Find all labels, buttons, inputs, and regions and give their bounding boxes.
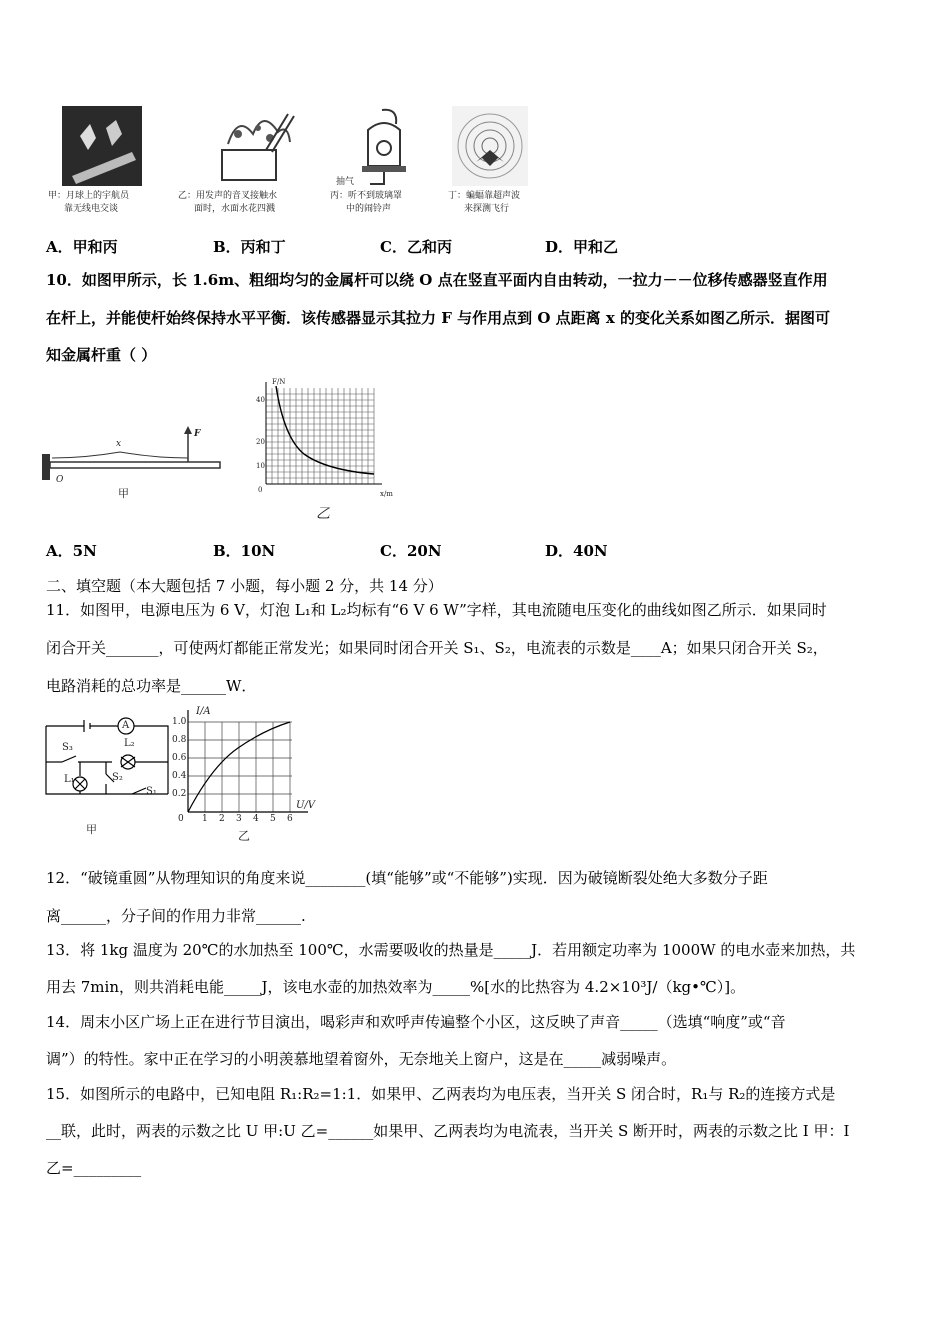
- q11-s1-label: S₁: [146, 786, 157, 797]
- q10-graph-y-tick-0: 0: [258, 486, 263, 494]
- q10-figure-graph: [254, 378, 394, 498]
- q10-text-line1: 10．如图甲所示，长 1.6m、粗细均匀的金属杆可以绕 O 点在竖直平面内自由转动，一拉力－－位移传感器竖直作用: [46, 271, 828, 289]
- q10-graph-caption: 乙: [316, 506, 330, 522]
- q11-graph-y-tick-2: 0.8: [172, 735, 187, 745]
- q11-graph-x-tick-2: 2: [219, 814, 225, 824]
- q11-graph-caption: 乙: [238, 829, 251, 843]
- q9-image-ding: [452, 106, 528, 186]
- q10-graph-x-axis: x/m: [380, 490, 393, 498]
- q10-text-line2: 在杆上，并能使杆始终保持水平平衡．该传感器显示其拉力 F 与作用点到 O 点距离 x 的变化关系如图乙所示．据图可: [46, 309, 830, 327]
- force-distance-graph: [254, 378, 394, 498]
- q10-graph-y-axis: F/N: [272, 378, 286, 386]
- q11-s3-label: S₃: [62, 742, 73, 753]
- q10-lever-o-label: O: [56, 475, 64, 485]
- q9-caption-bing-2: 中的闹铃声: [346, 204, 392, 214]
- q11-graph-y-tick-1: 1.0: [172, 717, 187, 727]
- bat-ultrasound-icon: [452, 106, 528, 186]
- q11-text-line3: 电路消耗的总功率是______W．: [46, 677, 257, 695]
- q15-text-line3: 乙=_________: [46, 1159, 142, 1177]
- q12-text-line2: 离______，分子间的作用力非常______.: [46, 907, 306, 925]
- q11-circuit-caption: 甲: [86, 823, 97, 836]
- q10-choice-c: C．20N: [380, 542, 442, 560]
- q11-graph-y-tick-5: 0.2: [172, 789, 187, 799]
- q9-caption-bing-1: 丙：听不到玻璃罩: [330, 191, 403, 201]
- q11-s2-label: S₂: [112, 772, 123, 783]
- q10-lever-f-label: F: [194, 429, 201, 439]
- q10-choice-d: D．40N: [545, 542, 608, 560]
- q9-choice-d: D．甲和乙: [545, 238, 619, 256]
- q11-graph-x-tick-0: 0: [178, 814, 184, 824]
- q15-text-line2: __联，此时，两表的示数之比 U 甲:U 乙=______如果甲、乙两表均为电流表，当开关 S 断开时，两表的示数之比 I 甲：I: [46, 1122, 850, 1140]
- q9-choice-b: B．丙和丁: [213, 238, 286, 256]
- q13-text-line2: 用去 7min，则共消耗电能_____J，该电水壶的加热效率为_____%[水的比热容为 4.2×10³J/（kg•℃）]。: [46, 978, 746, 996]
- q9-caption-jia-1: 甲：月球上的宇航员: [48, 191, 130, 201]
- q9-pump-label: 抽气: [336, 177, 355, 187]
- q10-lever-x-label: x: [116, 439, 122, 449]
- q12-text-line1: 12．“破镜重圆”从物理知识的角度来说________(填“能够”或“不能够”)实现．因为破镜断裂处绝大多数分子距: [46, 869, 768, 887]
- q9-choice-c: C．乙和丙: [380, 238, 452, 256]
- q10-graph-y-tick-40: 40: [256, 396, 265, 404]
- q11-graph-y-tick-3: 0.6: [172, 753, 187, 763]
- q11-text-line2: 闭合开关_______，可使两灯都能正常发光；如果同时闭合开关 S₁、S₂，电流表的示数是____A；如果只闭合开关 S₂，: [46, 639, 828, 657]
- q11-graph-x-tick-1: 1: [202, 814, 208, 824]
- q10-graph-y-tick-20: 20: [256, 438, 265, 446]
- q10-choice-a: A．5N: [46, 542, 97, 560]
- q13-text-line1: 13．将 1kg 温度为 20℃的水加热至 100℃，水需要吸收的热量是_____J．若用额定功率为 1000W 的电水壶来加热，共: [46, 941, 856, 959]
- q14-text-line1: 14．周末小区广场上正在进行节目演出，喝彩声和欢呼声传遍整个小区，这反映了声音_____（选填“响度”或“音: [46, 1013, 786, 1031]
- q10-figure-lever: [40, 420, 230, 510]
- q10-graph-y-tick-10: 10: [256, 462, 265, 470]
- q10-choice-b: B．10N: [213, 542, 276, 560]
- q9-caption-yi-2: 面时，水面水花四溅: [194, 204, 276, 214]
- q14-text-line2: 调”）的特性。家中正在学习的小明羡慕地望着窗外，无奈地关上窗户，这是在_____减弱噪声。: [46, 1050, 677, 1068]
- q11-graph-x-tick-5: 5: [270, 814, 276, 824]
- q11-graph-x-tick-4: 4: [253, 814, 259, 824]
- q9-image-yi: [208, 104, 298, 188]
- q11-graph-y-tick-4: 0.4: [172, 771, 187, 781]
- tuning-fork-water-icon: [208, 104, 298, 188]
- q10-text-line3: 知金属杆重（ ）: [46, 346, 157, 364]
- q9-choice-a: A．甲和丙: [46, 238, 118, 256]
- q11-graph-y-label: I/A: [196, 706, 211, 717]
- q9-image-jia: [62, 106, 142, 186]
- q9-caption-jia-2: 靠无线电交谈: [64, 204, 119, 214]
- q9-caption-ding-1: 丁：蝙蝠靠超声波: [448, 191, 521, 201]
- section-2-title: 二、填空题（本大题包括 7 小题，每小题 2 分，共 14 分）: [46, 577, 443, 595]
- astronaut-photo-icon: [62, 106, 142, 186]
- q10-lever-caption: 甲: [118, 487, 129, 500]
- q9-caption-ding-2: 来探测飞行: [464, 204, 510, 214]
- lever-diagram: [40, 420, 230, 510]
- q11-ammeter-label: A: [122, 720, 130, 731]
- q11-graph-x-tick-6: 6: [287, 814, 293, 824]
- q11-l1-label: L₁: [64, 774, 75, 785]
- q11-l2-label: L₂: [124, 738, 135, 749]
- q11-graph-x-tick-3: 3: [236, 814, 242, 824]
- q9-caption-yi-1: 乙：用发声的音叉接触水: [178, 191, 278, 201]
- q11-graph-x-label: U/V: [296, 800, 316, 811]
- q15-text-line1: 15．如图所示的电路中，已知电阻 R₁:R₂=1:1．如果甲、乙两表均为电压表，当开关 S 闭合时，R₁与 R₂的连接方式是: [46, 1085, 836, 1103]
- q11-text-line1: 11．如图甲，电源电压为 6 V，灯泡 L₁和 L₂均标有“6 V 6 W”字样，其电流随电压变化的曲线如图乙所示．如果同时: [46, 601, 827, 619]
